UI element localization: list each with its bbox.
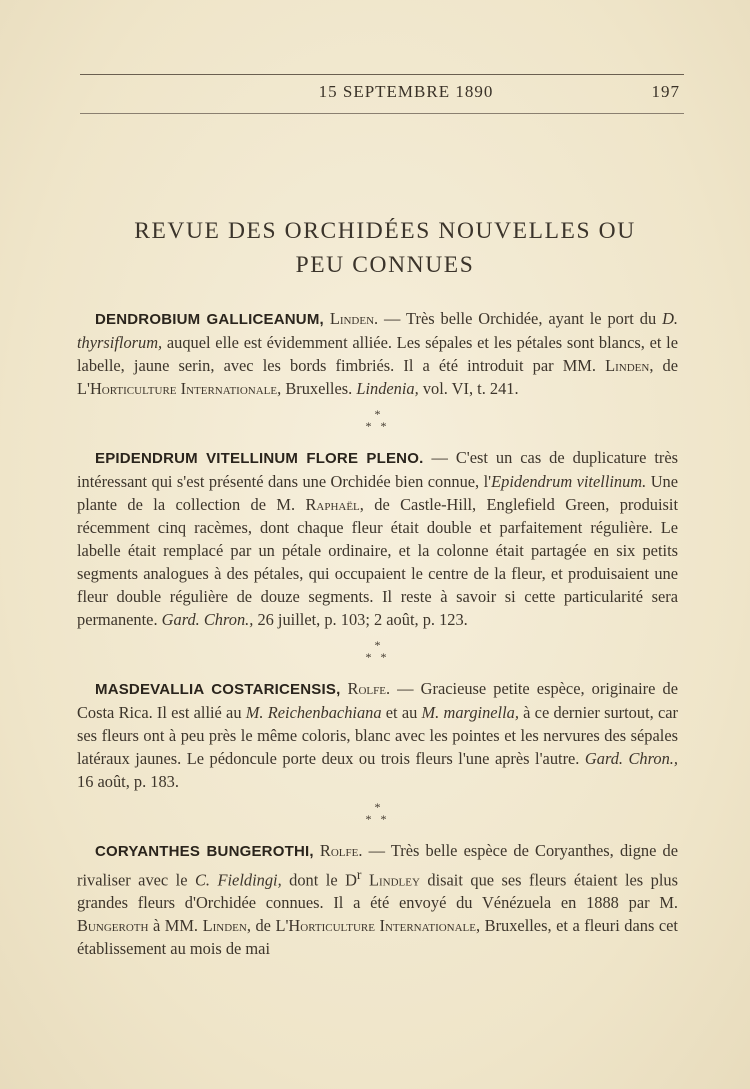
asterism-separator: * * * [365, 638, 390, 664]
entry-smallcaps-text: Bungeroth [77, 916, 149, 936]
entry-italic-text: Gard. Chron., [584, 749, 678, 768]
article-title [80, 214, 690, 282]
entry-text: , de [246, 916, 276, 936]
entry-author: Rolfe. [347, 679, 391, 698]
entry-text: — Très belle Orchidée, ayant le port du [378, 309, 663, 328]
entry-text: , Bruxelles, et a fleuri dans cet établissement au mois de mai [77, 916, 678, 959]
entry-text: vol. VI, t. 241. [418, 379, 519, 398]
page-number: 197 [651, 82, 680, 101]
entry-author: Linden. [329, 309, 379, 328]
entry-smallcaps-text: L'Horticulture Internationale [275, 916, 477, 936]
entry-text: , de [649, 356, 678, 375]
entry-species-name: DENDROBIUM GALLICEANUM, [95, 311, 324, 328]
entry-smallcaps-text: Lindley [368, 870, 420, 890]
entry-italic-text: M. Reichenbachiana [245, 703, 382, 722]
entry-text: à MM. [148, 916, 203, 936]
entry-smallcaps-text: Linden [605, 356, 650, 375]
entry-text: et au [381, 703, 422, 722]
entry-text: Une plante de la collection de M. [77, 472, 679, 514]
entry-coryanthes-bungerothi [77, 839, 678, 960]
entry-superscript: r [356, 867, 362, 882]
article-title-line-2: PEU CONNUES [295, 252, 475, 278]
article-title-line-1: REVUE DES ORCHIDÉES NOUVELLES OU [134, 218, 636, 244]
running-head [80, 82, 684, 106]
asterism-separator: * * * [365, 800, 390, 826]
entry-italic-text: Epidendrum vitellinum. [491, 472, 647, 491]
entry-epidendrum-vitellinum [77, 446, 678, 631]
entry-species-name: CORYANTHES BUNGEROTHI, [95, 843, 314, 860]
entry-masdevallia-costaricensis [77, 677, 678, 793]
entry-italic-text: C. Fieldingi, [194, 870, 282, 890]
article-body [77, 307, 678, 960]
entry-species-name: EPIDENDRUM VITELLINUM FLORE PLENO. [95, 450, 424, 467]
entry-italic-text: M. marginella, [421, 703, 519, 722]
entry-smallcaps-text: Raphaël [305, 495, 360, 514]
entry-italic-text: D. thyrsiflorum, [77, 309, 678, 352]
entry-text: — C'est un cas de duplicature très intéressant qui s'est présenté dans une Orchidée bien connue, l' [77, 448, 678, 491]
entry-italic-text: Gard. Chron., [161, 610, 254, 629]
entry-text: auquel elle est évidemment alliée. Les sépales et les pétales sont blancs, et le labelle, jaune serin, avec les bords fimbriés. Il a été introduit par MM. [77, 333, 678, 375]
entry-text: — Très belle espèce de Coryanthes, digne de rivaliser avec le [77, 841, 678, 890]
entry-text: , de Castle-Hill, Englefield Green, produisit récemment cinq racèmes, dont chaque fleur était double et parfaitement régulière. Le labelle était remplacé par un pétale ordinaire, et la colonne était partagée en six petits segments analogues à des pétales, qui occupaient le centre de la fleur, et produisaient une fleur double régulière de douze segments. Il reste à savoir si cette particularité sera permanente. [77, 495, 679, 629]
entry-text: 26 juillet, p. 103; 2 août, p. 123. [253, 610, 468, 629]
entry-italic-text: Lindenia, [356, 379, 419, 398]
asterism-separator: * * * [365, 407, 390, 433]
entry-smallcaps-text: L'Horticulture Internationale [77, 379, 278, 398]
entry-text: — Gracieuse petite espèce, originaire de Costa Rica. Il est allié au [77, 679, 678, 722]
entry-dendrobium-galliceanum [77, 307, 678, 400]
entry-text: disait que ses fleurs étaient les plus grandes fleurs d'Orchidée connues. Il a été envoyé du Vénézuela en 1888 par M. [77, 870, 678, 913]
entry-species-name: MASDEVALLIA COSTARICENSIS, [95, 681, 341, 698]
header-bottom-rule [80, 113, 684, 114]
entry-text: , Bruxelles. [277, 379, 357, 398]
header-top-rule [80, 74, 684, 75]
entry-smallcaps-text: Linden [202, 916, 247, 936]
entry-text: 16 août, p. 183. [77, 772, 179, 791]
entry-text: à ce dernier surtout, car ses fleurs ont à peu près le même coloris, blanc avec les pointes et les nervures des sépales latéraux jaunes. Le pédoncule porte deux ou trois fleurs l'une après l'autre. [77, 703, 678, 768]
entry-text [361, 870, 368, 889]
entry-author: Rolfe. [319, 841, 363, 860]
running-head-date: 15 SEPTEMBRE 1890 [318, 82, 494, 101]
entry-text: dont le D [281, 870, 357, 890]
